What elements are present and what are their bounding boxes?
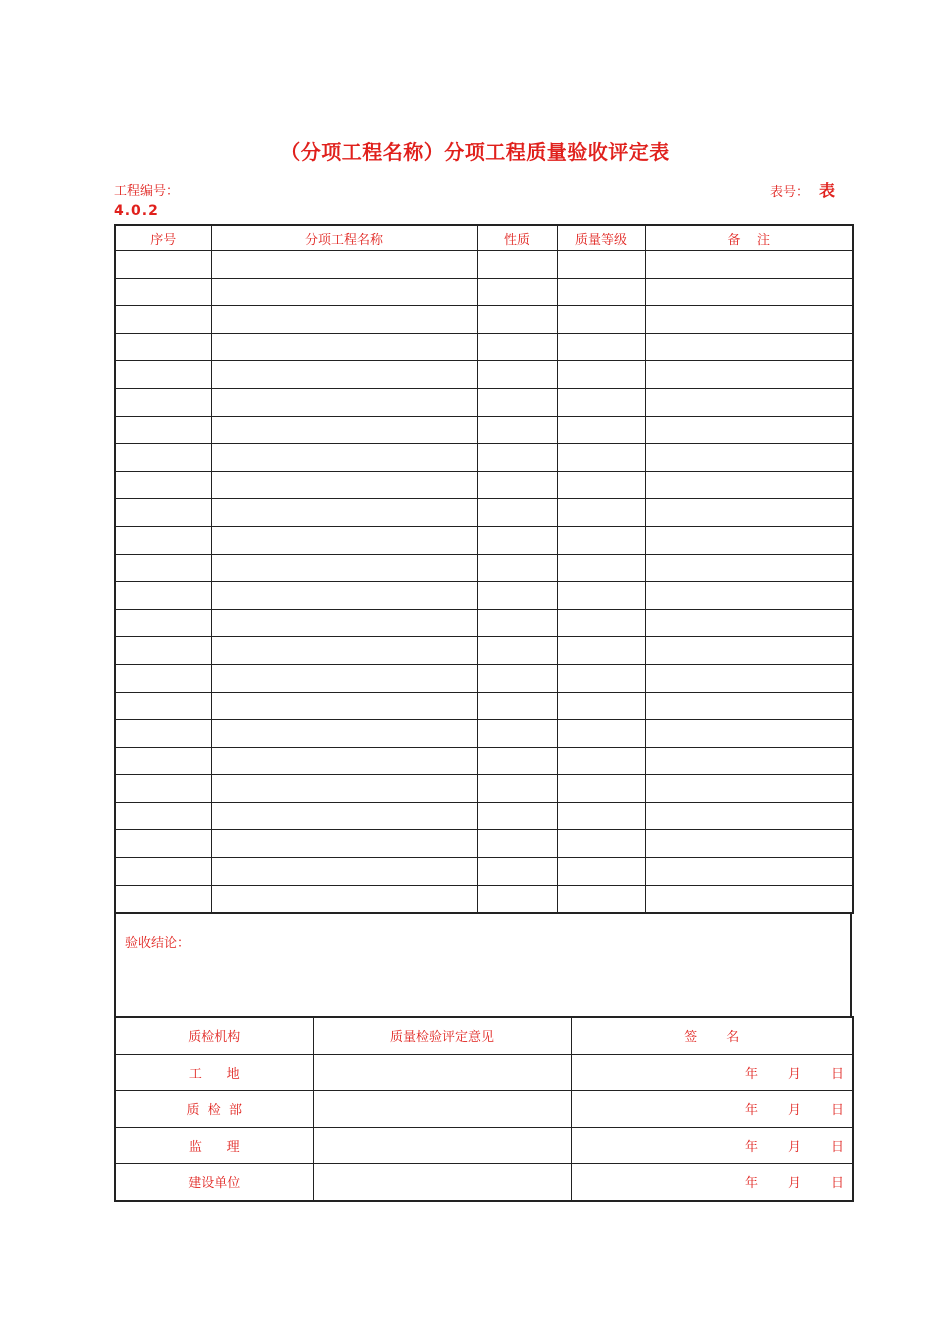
quality-grade-cell[interactable] — [557, 830, 645, 858]
item-name-cell[interactable] — [211, 306, 477, 334]
day-label: 日 — [830, 1066, 844, 1082]
serial-cell[interactable] — [115, 609, 211, 637]
item-name-cell[interactable] — [211, 333, 477, 361]
quality-grade-cell[interactable] — [557, 637, 645, 665]
nature-cell[interactable] — [477, 554, 557, 582]
nature-cell[interactable] — [477, 251, 557, 279]
table-body — [115, 251, 853, 914]
quality-grade-cell[interactable] — [557, 775, 645, 803]
quality-grade-cell[interactable] — [557, 416, 645, 444]
serial-cell[interactable] — [115, 251, 211, 279]
header-inspection-org: 质检机构 — [115, 1017, 313, 1054]
serial-cell[interactable] — [115, 775, 211, 803]
serial-cell[interactable] — [115, 885, 211, 913]
nature-cell[interactable] — [477, 361, 557, 389]
signature-date-cell[interactable] — [571, 1164, 853, 1201]
remarks-cell[interactable] — [645, 637, 853, 665]
serial-cell[interactable] — [115, 499, 211, 527]
remarks-cell[interactable] — [645, 609, 853, 637]
table-row — [115, 416, 853, 444]
nature-cell[interactable] — [477, 858, 557, 886]
header-nature: 性质 — [477, 225, 557, 251]
item-name-cell[interactable] — [211, 526, 477, 554]
month-label: 月 — [787, 1066, 801, 1082]
quality-grade-cell[interactable] — [557, 802, 645, 830]
item-name-cell[interactable] — [211, 885, 477, 913]
remarks-cell[interactable] — [645, 388, 853, 416]
year-label: 年 — [744, 1176, 758, 1192]
table-row — [115, 830, 853, 858]
remarks-cell[interactable] — [645, 858, 853, 886]
opinion-cell[interactable] — [313, 1054, 571, 1091]
table-row — [115, 637, 853, 665]
quality-grade-cell[interactable] — [557, 471, 645, 499]
remarks-cell[interactable] — [645, 747, 853, 775]
nature-cell[interactable] — [477, 278, 557, 306]
remarks-cell[interactable] — [645, 251, 853, 279]
quality-grade-cell[interactable] — [557, 554, 645, 582]
opinion-cell[interactable] — [313, 1164, 571, 1201]
org-label: 质 检 部 — [115, 1091, 313, 1128]
month-label: 月 — [787, 1176, 801, 1192]
nature-cell[interactable] — [477, 333, 557, 361]
quality-grade-cell[interactable] — [557, 306, 645, 334]
table-row — [115, 251, 853, 279]
item-name-cell[interactable] — [211, 388, 477, 416]
nature-cell[interactable] — [477, 830, 557, 858]
remarks-cell[interactable] — [645, 416, 853, 444]
page-title: （分项工程名称）分项工程质量验收评定表 — [280, 140, 670, 164]
org-label: 工 地 — [115, 1054, 313, 1091]
remarks-cell[interactable] — [645, 278, 853, 306]
item-name-cell[interactable] — [211, 858, 477, 886]
table-header-row — [115, 225, 853, 251]
item-name-cell[interactable] — [211, 802, 477, 830]
year-label: 年 — [744, 1066, 758, 1082]
remarks-cell[interactable] — [645, 720, 853, 748]
quality-grade-cell[interactable] — [557, 499, 645, 527]
serial-cell[interactable] — [115, 858, 211, 886]
nature-cell[interactable] — [477, 802, 557, 830]
nature-cell[interactable] — [477, 582, 557, 610]
table-row — [115, 388, 853, 416]
nature-cell[interactable] — [477, 720, 557, 748]
year-label: 年 — [744, 1103, 758, 1119]
opinion-cell[interactable] — [313, 1091, 571, 1128]
remarks-cell[interactable] — [645, 471, 853, 499]
table-row — [115, 471, 853, 499]
item-name-cell[interactable] — [211, 471, 477, 499]
serial-cell[interactable] — [115, 830, 211, 858]
table-row — [115, 306, 853, 334]
day-label: 日 — [830, 1176, 844, 1192]
serial-cell[interactable] — [115, 444, 211, 472]
nature-cell[interactable] — [477, 444, 557, 472]
item-name-cell[interactable] — [211, 499, 477, 527]
day-label: 日 — [830, 1103, 844, 1119]
signature-date-cell[interactable] — [571, 1127, 853, 1164]
serial-cell[interactable] — [115, 582, 211, 610]
table-row — [115, 609, 853, 637]
table-row — [115, 582, 853, 610]
header-inspection-opinion: 质量检验评定意见 — [313, 1017, 571, 1054]
nature-cell[interactable] — [477, 775, 557, 803]
item-name-cell[interactable] — [211, 775, 477, 803]
quality-grade-cell[interactable] — [557, 251, 645, 279]
remarks-cell[interactable] — [645, 444, 853, 472]
inspection-table — [114, 1016, 854, 1202]
org-label: 建设单位 — [115, 1164, 313, 1201]
table-row — [115, 333, 853, 361]
nature-cell[interactable] — [477, 664, 557, 692]
serial-cell[interactable] — [115, 692, 211, 720]
table-row — [115, 554, 853, 582]
serial-cell[interactable] — [115, 720, 211, 748]
quality-grade-cell[interactable] — [557, 885, 645, 913]
remarks-cell[interactable] — [645, 361, 853, 389]
inspection-row-supervision — [115, 1127, 853, 1164]
inspection-header-row — [115, 1017, 853, 1054]
serial-cell[interactable] — [115, 664, 211, 692]
form-number-label: 表号： — [770, 185, 810, 200]
year-label: 年 — [744, 1139, 758, 1155]
table-row — [115, 885, 853, 913]
remarks-cell[interactable] — [645, 885, 853, 913]
quality-grade-cell[interactable] — [557, 609, 645, 637]
remarks-cell[interactable] — [645, 526, 853, 554]
remarks-cell[interactable] — [645, 830, 853, 858]
nature-cell[interactable] — [477, 388, 557, 416]
quality-grade-cell[interactable] — [557, 526, 645, 554]
header-remarks: 备 注 — [645, 225, 853, 251]
quality-grade-cell[interactable] — [557, 747, 645, 775]
header-serial: 序号 — [115, 225, 211, 251]
quality-grade-cell[interactable] — [557, 444, 645, 472]
quality-grade-cell[interactable] — [557, 858, 645, 886]
item-name-cell[interactable] — [211, 637, 477, 665]
nature-cell[interactable] — [477, 526, 557, 554]
item-name-cell[interactable] — [211, 747, 477, 775]
item-name-cell[interactable] — [211, 361, 477, 389]
serial-cell[interactable] — [115, 747, 211, 775]
signature-date-cell[interactable] — [571, 1091, 853, 1128]
item-name-cell[interactable] — [211, 720, 477, 748]
item-name-cell[interactable] — [211, 692, 477, 720]
form-number — [770, 178, 835, 201]
form-code: 4.0.2 — [114, 203, 159, 219]
table-row — [115, 775, 853, 803]
table-row — [115, 499, 853, 527]
inspection-row-qc — [115, 1091, 853, 1128]
serial-cell[interactable] — [115, 306, 211, 334]
quality-grade-cell[interactable] — [557, 582, 645, 610]
conclusion-box — [114, 912, 852, 1016]
remarks-cell[interactable] — [645, 306, 853, 334]
item-name-cell[interactable] — [211, 554, 477, 582]
table-row — [115, 692, 853, 720]
conclusion-label: 验收结论： — [125, 936, 191, 951]
remarks-cell[interactable] — [645, 802, 853, 830]
header-signature: 签 名 — [571, 1017, 853, 1054]
table-row — [115, 278, 853, 306]
project-number-label: 工程编号： — [114, 184, 180, 199]
nature-cell[interactable] — [477, 692, 557, 720]
month-label: 月 — [787, 1139, 801, 1155]
serial-cell[interactable] — [115, 333, 211, 361]
header-quality-grade: 质量等级 — [557, 225, 645, 251]
quality-grade-cell[interactable] — [557, 333, 645, 361]
item-name-cell[interactable] — [211, 582, 477, 610]
sub-item-table — [114, 224, 854, 914]
serial-cell[interactable] — [115, 802, 211, 830]
nature-cell[interactable] — [477, 885, 557, 913]
nature-cell[interactable] — [477, 637, 557, 665]
serial-cell[interactable] — [115, 416, 211, 444]
serial-cell[interactable] — [115, 637, 211, 665]
table-row — [115, 526, 853, 554]
table-row — [115, 858, 853, 886]
table-row — [115, 444, 853, 472]
serial-cell[interactable] — [115, 471, 211, 499]
item-name-cell[interactable] — [211, 444, 477, 472]
nature-cell[interactable] — [477, 471, 557, 499]
remarks-cell[interactable] — [645, 775, 853, 803]
nature-cell[interactable] — [477, 306, 557, 334]
remarks-cell[interactable] — [645, 499, 853, 527]
opinion-cell[interactable] — [313, 1127, 571, 1164]
quality-grade-cell[interactable] — [557, 692, 645, 720]
nature-cell[interactable] — [477, 499, 557, 527]
table-row — [115, 747, 853, 775]
remarks-cell[interactable] — [645, 333, 853, 361]
item-name-cell[interactable] — [211, 830, 477, 858]
header-item-name: 分项工程名称 — [211, 225, 477, 251]
serial-cell[interactable] — [115, 388, 211, 416]
org-label: 监 理 — [115, 1127, 313, 1164]
inspection-row-owner — [115, 1164, 853, 1201]
serial-cell[interactable] — [115, 361, 211, 389]
remarks-cell[interactable] — [645, 554, 853, 582]
inspection-row-site — [115, 1054, 853, 1091]
nature-cell[interactable] — [477, 747, 557, 775]
quality-grade-cell[interactable] — [557, 388, 645, 416]
remarks-cell[interactable] — [645, 664, 853, 692]
nature-cell[interactable] — [477, 609, 557, 637]
item-name-cell[interactable] — [211, 609, 477, 637]
signature-date-cell[interactable] — [571, 1054, 853, 1091]
table-row — [115, 664, 853, 692]
month-label: 月 — [787, 1103, 801, 1119]
day-label: 日 — [830, 1139, 844, 1155]
quality-grade-cell[interactable] — [557, 278, 645, 306]
table-row — [115, 720, 853, 748]
remarks-cell[interactable] — [645, 692, 853, 720]
item-name-cell[interactable] — [211, 278, 477, 306]
serial-cell[interactable] — [115, 554, 211, 582]
remarks-cell[interactable] — [645, 582, 853, 610]
table-row — [115, 361, 853, 389]
serial-cell[interactable] — [115, 526, 211, 554]
quality-grade-cell[interactable] — [557, 720, 645, 748]
item-name-cell[interactable] — [211, 664, 477, 692]
quality-grade-cell[interactable] — [557, 361, 645, 389]
form-number-value: 表 — [819, 181, 836, 200]
nature-cell[interactable] — [477, 416, 557, 444]
quality-grade-cell[interactable] — [557, 664, 645, 692]
item-name-cell[interactable] — [211, 416, 477, 444]
item-name-cell[interactable] — [211, 251, 477, 279]
table-row — [115, 802, 853, 830]
serial-cell[interactable] — [115, 278, 211, 306]
